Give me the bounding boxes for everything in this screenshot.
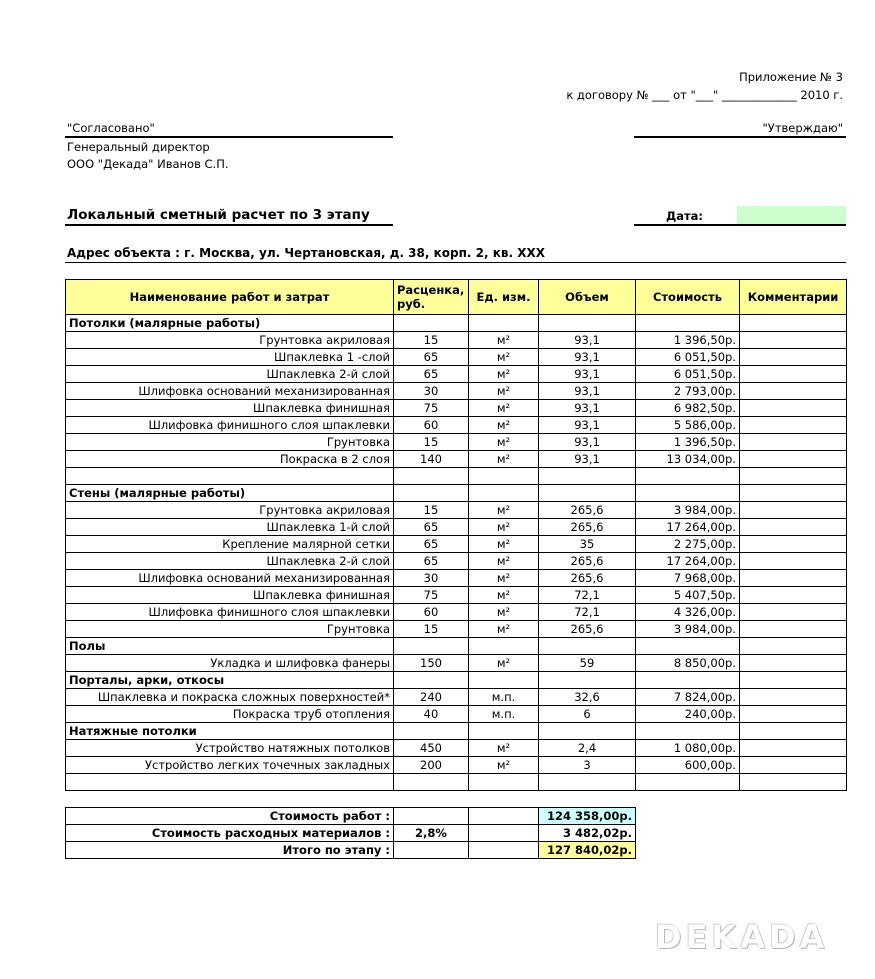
unit-cell: м² bbox=[469, 604, 539, 621]
table-row bbox=[66, 757, 847, 774]
empty-cell bbox=[539, 485, 636, 502]
empty-cell bbox=[539, 723, 636, 740]
rate-cell: 75 bbox=[394, 587, 469, 604]
volume-cell: 93,1 bbox=[539, 451, 636, 468]
materials-percent: 2,8% bbox=[394, 825, 469, 842]
approval-right-line bbox=[634, 136, 846, 138]
unit-cell: м² bbox=[469, 417, 539, 434]
cost-cell: 7 968,00р. bbox=[636, 570, 740, 587]
comment-cell[interactable] bbox=[740, 519, 847, 536]
volume-cell: 265,6 bbox=[539, 502, 636, 519]
rate-cell: 60 bbox=[394, 604, 469, 621]
work-cost-empty-2 bbox=[469, 808, 539, 825]
section-row bbox=[66, 723, 847, 740]
empty-cell bbox=[394, 315, 469, 332]
work-name-cell: Шпаклевка финишная bbox=[66, 587, 394, 604]
table-row bbox=[66, 655, 847, 672]
comment-cell[interactable] bbox=[740, 621, 847, 638]
work-name-cell: Устройство натяжных потолков bbox=[66, 740, 394, 757]
empty-cell bbox=[469, 672, 539, 689]
unit-cell: м² bbox=[469, 536, 539, 553]
rate-cell: 200 bbox=[394, 757, 469, 774]
materials-cost-empty bbox=[469, 825, 539, 842]
approver-position: Генеральный директор bbox=[67, 140, 210, 154]
comment-cell[interactable] bbox=[740, 349, 847, 366]
date-underline bbox=[634, 224, 846, 226]
rate-cell: 15 bbox=[394, 502, 469, 519]
stage-total-row bbox=[66, 842, 636, 859]
comment-cell[interactable] bbox=[740, 366, 847, 383]
work-name-cell: Крепление малярной сетки bbox=[66, 536, 394, 553]
volume-cell: 72,1 bbox=[539, 587, 636, 604]
unit-cell: м² bbox=[469, 349, 539, 366]
empty-cell bbox=[394, 485, 469, 502]
unit-cell: м.п. bbox=[469, 706, 539, 723]
approved-right-title: "Утверждаю" bbox=[762, 121, 843, 135]
unit-cell: м² bbox=[469, 502, 539, 519]
empty-cell bbox=[636, 468, 740, 485]
empty-cell bbox=[469, 485, 539, 502]
rate-cell: 30 bbox=[394, 570, 469, 587]
empty-cell bbox=[66, 468, 394, 485]
watermark-logo: DEKADA bbox=[655, 918, 829, 956]
unit-cell: м² bbox=[469, 655, 539, 672]
table-row bbox=[66, 553, 847, 570]
table-row bbox=[66, 451, 847, 468]
volume-cell: 72,1 bbox=[539, 604, 636, 621]
blank-row bbox=[66, 468, 847, 485]
appendix-label: Приложение № 3 bbox=[739, 70, 843, 84]
unit-cell: м² bbox=[469, 519, 539, 536]
volume-cell: 93,1 bbox=[539, 332, 636, 349]
empty-cell bbox=[394, 672, 469, 689]
section-row bbox=[66, 638, 847, 655]
contract-reference: к договору № ___ от "___" _____________ 2010 г. bbox=[566, 88, 843, 102]
volume-cell: 93,1 bbox=[539, 366, 636, 383]
unit-cell: м² bbox=[469, 383, 539, 400]
date-label: Дата: bbox=[666, 209, 704, 223]
volume-cell: 93,1 bbox=[539, 417, 636, 434]
section-row bbox=[66, 315, 847, 332]
work-name-cell: Шпаклевка 2-й слой bbox=[66, 366, 394, 383]
unit-cell: м² bbox=[469, 570, 539, 587]
volume-cell: 265,6 bbox=[539, 519, 636, 536]
rate-cell: 15 bbox=[394, 332, 469, 349]
rate-cell: 65 bbox=[394, 536, 469, 553]
comment-cell[interactable] bbox=[740, 553, 847, 570]
unit-cell: м² bbox=[469, 451, 539, 468]
empty-cell bbox=[740, 672, 847, 689]
empty-cell bbox=[740, 315, 847, 332]
header-unit: Ед. изм. bbox=[469, 280, 539, 315]
table-row bbox=[66, 689, 847, 706]
work-name-cell: Грунтовка bbox=[66, 434, 394, 451]
work-name-cell: Шлифовка финишного слоя шпаклевки bbox=[66, 604, 394, 621]
comment-cell[interactable] bbox=[740, 383, 847, 400]
cost-cell: 3 984,00р. bbox=[636, 502, 740, 519]
rate-cell: 140 bbox=[394, 451, 469, 468]
table-row bbox=[66, 536, 847, 553]
volume-cell: 2,4 bbox=[539, 740, 636, 757]
volume-cell: 93,1 bbox=[539, 349, 636, 366]
empty-cell bbox=[469, 723, 539, 740]
date-field[interactable] bbox=[737, 206, 846, 224]
empty-cell bbox=[539, 774, 636, 791]
rate-cell: 75 bbox=[394, 400, 469, 417]
header-cost: Стоимость bbox=[636, 280, 740, 315]
section-title: Полы bbox=[66, 638, 394, 655]
volume-cell: 265,6 bbox=[539, 621, 636, 638]
cost-cell: 1 080,00р. bbox=[636, 740, 740, 757]
section-title: Стены (малярные работы) bbox=[66, 485, 394, 502]
empty-cell bbox=[539, 672, 636, 689]
stage-total-empty-2 bbox=[469, 842, 539, 859]
approved-left-title: "Согласовано" bbox=[67, 121, 155, 135]
comment-cell[interactable] bbox=[740, 417, 847, 434]
volume-cell: 35 bbox=[539, 536, 636, 553]
work-cost-row bbox=[66, 808, 636, 825]
approver-name: ООО "Декада" Иванов С.П. bbox=[67, 157, 229, 171]
cost-cell: 1 396,50р. bbox=[636, 434, 740, 451]
table-row bbox=[66, 400, 847, 417]
cost-cell: 17 264,00р. bbox=[636, 553, 740, 570]
volume-cell: 93,1 bbox=[539, 400, 636, 417]
comment-cell[interactable] bbox=[740, 655, 847, 672]
totals-table bbox=[65, 807, 636, 859]
empty-cell bbox=[469, 638, 539, 655]
table-row bbox=[66, 604, 847, 621]
cost-cell: 17 264,00р. bbox=[636, 519, 740, 536]
empty-cell bbox=[740, 723, 847, 740]
table-row bbox=[66, 349, 847, 366]
cost-cell: 7 824,00р. bbox=[636, 689, 740, 706]
work-name-cell: Шпаклевка 1 -слой bbox=[66, 349, 394, 366]
empty-cell bbox=[469, 315, 539, 332]
comment-cell[interactable] bbox=[740, 434, 847, 451]
table-row bbox=[66, 502, 847, 519]
table-row bbox=[66, 570, 847, 587]
comment-cell[interactable] bbox=[740, 570, 847, 587]
stage-total-value: 127 840,02р. bbox=[539, 842, 636, 859]
rate-cell: 450 bbox=[394, 740, 469, 757]
table-row bbox=[66, 519, 847, 536]
work-name-cell: Шлифовка оснований механизированная bbox=[66, 383, 394, 400]
section-title: Потолки (малярные работы) bbox=[66, 315, 394, 332]
comment-cell[interactable] bbox=[740, 502, 847, 519]
volume-cell: 265,6 bbox=[539, 570, 636, 587]
unit-cell: м.п. bbox=[469, 689, 539, 706]
rate-cell: 150 bbox=[394, 655, 469, 672]
table-row bbox=[66, 740, 847, 757]
comment-cell[interactable] bbox=[740, 332, 847, 349]
empty-cell bbox=[636, 315, 740, 332]
header-volume: Объем bbox=[539, 280, 636, 315]
empty-cell bbox=[636, 485, 740, 502]
cost-cell: 240,00р. bbox=[636, 706, 740, 723]
work-name-cell: Шлифовка финишного слоя шпаклевки bbox=[66, 417, 394, 434]
cost-cell: 8 850,00р. bbox=[636, 655, 740, 672]
object-address: Адрес объекта : г. Москва, ул. Чертановская, д. 38, корп. 2, кв. ХХХ bbox=[67, 246, 545, 260]
unit-cell: м² bbox=[469, 332, 539, 349]
work-name-cell: Шпаклевка финишная bbox=[66, 400, 394, 417]
work-name-cell: Покраска труб отопления bbox=[66, 706, 394, 723]
rate-cell: 15 bbox=[394, 434, 469, 451]
section-row bbox=[66, 485, 847, 502]
table-row bbox=[66, 434, 847, 451]
work-name-cell: Грунтовка акриловая bbox=[66, 332, 394, 349]
table-header-row bbox=[66, 280, 847, 315]
rate-cell: 60 bbox=[394, 417, 469, 434]
rate-cell: 65 bbox=[394, 366, 469, 383]
unit-cell: м² bbox=[469, 434, 539, 451]
document-title: Локальный сметный расчет по 3 этапу bbox=[67, 207, 370, 223]
empty-cell bbox=[394, 468, 469, 485]
cost-cell: 2 793,00р. bbox=[636, 383, 740, 400]
comment-cell[interactable] bbox=[740, 587, 847, 604]
volume-cell: 3 bbox=[539, 757, 636, 774]
cost-cell: 1 396,50р. bbox=[636, 332, 740, 349]
cost-cell: 13 034,00р. bbox=[636, 451, 740, 468]
materials-cost-row bbox=[66, 825, 636, 842]
stage-total-label: Итого по этапу : bbox=[66, 842, 394, 859]
work-name-cell: Грунтовка bbox=[66, 621, 394, 638]
comment-cell[interactable] bbox=[740, 689, 847, 706]
cost-cell: 6 982,50р. bbox=[636, 400, 740, 417]
volume-cell: 59 bbox=[539, 655, 636, 672]
rate-cell: 65 bbox=[394, 349, 469, 366]
volume-cell: 93,1 bbox=[539, 383, 636, 400]
approval-left-line bbox=[65, 136, 393, 138]
empty-cell bbox=[469, 468, 539, 485]
comment-cell[interactable] bbox=[740, 536, 847, 553]
volume-cell: 265,6 bbox=[539, 553, 636, 570]
rate-cell: 240 bbox=[394, 689, 469, 706]
unit-cell: м² bbox=[469, 587, 539, 604]
volume-cell: 32,6 bbox=[539, 689, 636, 706]
work-name-cell: Устройство легких точечных закладных bbox=[66, 757, 394, 774]
cost-cell: 2 275,00р. bbox=[636, 536, 740, 553]
header-rate: Расценка, руб. bbox=[394, 280, 469, 315]
rate-cell: 65 bbox=[394, 519, 469, 536]
empty-cell bbox=[394, 638, 469, 655]
unit-cell: м² bbox=[469, 553, 539, 570]
cost-cell: 3 984,00р. bbox=[636, 621, 740, 638]
comment-cell[interactable] bbox=[740, 757, 847, 774]
cost-cell: 4 326,00р. bbox=[636, 604, 740, 621]
table-row bbox=[66, 417, 847, 434]
empty-cell bbox=[636, 672, 740, 689]
section-title: Натяжные потолки bbox=[66, 723, 394, 740]
empty-cell bbox=[66, 774, 394, 791]
materials-cost-value: 3 482,02р. bbox=[539, 825, 636, 842]
empty-cell bbox=[740, 774, 847, 791]
comment-cell[interactable] bbox=[740, 451, 847, 468]
work-cost-empty bbox=[394, 808, 469, 825]
work-name-cell: Укладка и шлифовка фанеры bbox=[66, 655, 394, 672]
unit-cell: м² bbox=[469, 400, 539, 417]
table-row bbox=[66, 587, 847, 604]
cost-cell: 5 586,00р. bbox=[636, 417, 740, 434]
volume-cell: 6 bbox=[539, 706, 636, 723]
materials-cost-label: Стоимость расходных материалов : bbox=[66, 825, 394, 842]
cost-cell: 5 407,50р. bbox=[636, 587, 740, 604]
work-cost-value: 124 358,00р. bbox=[539, 808, 636, 825]
empty-cell bbox=[394, 723, 469, 740]
work-cost-label: Стоимость работ : bbox=[66, 808, 394, 825]
cost-cell: 6 051,50р. bbox=[636, 349, 740, 366]
table-row bbox=[66, 366, 847, 383]
title-underline bbox=[65, 224, 393, 226]
work-name-cell: Шпаклевка 1-й слой bbox=[66, 519, 394, 536]
empty-cell bbox=[740, 638, 847, 655]
rate-cell: 40 bbox=[394, 706, 469, 723]
rate-cell: 65 bbox=[394, 553, 469, 570]
header-name: Наименование работ и затрат bbox=[66, 280, 394, 315]
blank-row bbox=[66, 774, 847, 791]
estimate-table bbox=[65, 279, 847, 791]
table-row bbox=[66, 332, 847, 349]
volume-cell: 93,1 bbox=[539, 434, 636, 451]
comment-cell[interactable] bbox=[740, 740, 847, 757]
work-name-cell: Покраска в 2 слоя bbox=[66, 451, 394, 468]
address-underline bbox=[65, 262, 846, 263]
header-comment: Комментарии bbox=[740, 280, 847, 315]
work-name-cell: Шпаклевка 2-й слой bbox=[66, 553, 394, 570]
comment-cell[interactable] bbox=[740, 706, 847, 723]
empty-cell bbox=[636, 638, 740, 655]
empty-cell bbox=[539, 468, 636, 485]
table-row bbox=[66, 383, 847, 400]
rate-cell: 15 bbox=[394, 621, 469, 638]
rate-cell: 30 bbox=[394, 383, 469, 400]
empty-cell bbox=[394, 774, 469, 791]
table-row bbox=[66, 706, 847, 723]
table-row bbox=[66, 621, 847, 638]
section-title: Порталы, арки, откосы bbox=[66, 672, 394, 689]
empty-cell bbox=[539, 315, 636, 332]
empty-cell bbox=[539, 638, 636, 655]
empty-cell bbox=[740, 468, 847, 485]
stage-total-empty bbox=[394, 842, 469, 859]
work-name-cell: Грунтовка акриловая bbox=[66, 502, 394, 519]
comment-cell[interactable] bbox=[740, 604, 847, 621]
empty-cell bbox=[636, 774, 740, 791]
unit-cell: м² bbox=[469, 366, 539, 383]
cost-cell: 6 051,50р. bbox=[636, 366, 740, 383]
empty-cell bbox=[469, 774, 539, 791]
section-row bbox=[66, 672, 847, 689]
unit-cell: м² bbox=[469, 621, 539, 638]
empty-cell bbox=[740, 485, 847, 502]
work-name-cell: Шпаклевка и покраска сложных поверхностей* bbox=[66, 689, 394, 706]
empty-cell bbox=[636, 723, 740, 740]
work-name-cell: Шлифовка оснований механизированная bbox=[66, 570, 394, 587]
unit-cell: м² bbox=[469, 757, 539, 774]
cost-cell: 600,00р. bbox=[636, 757, 740, 774]
unit-cell: м² bbox=[469, 740, 539, 757]
comment-cell[interactable] bbox=[740, 400, 847, 417]
